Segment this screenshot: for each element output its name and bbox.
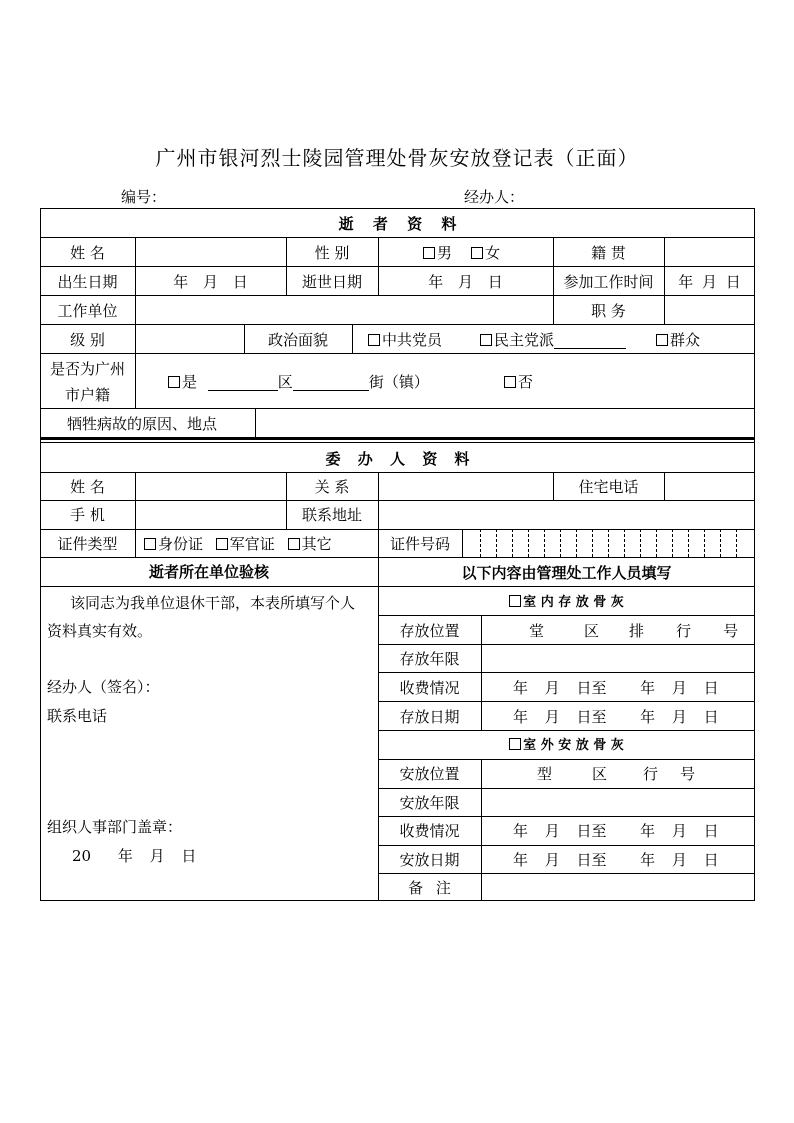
cpc-label: 中共党员	[382, 331, 443, 349]
street-label: 街（镇）	[368, 373, 429, 391]
unit-row: 排	[629, 622, 645, 640]
stamp-date-ymd: 年 月 日	[117, 847, 197, 865]
storage-position-label: 存放位置	[399, 622, 460, 640]
female-checkbox[interactable]	[471, 247, 483, 259]
id-number-label: 证件号码	[389, 535, 450, 553]
female-label: 女	[485, 244, 501, 262]
gender-label: 性 别	[314, 244, 350, 262]
democratic-blank[interactable]	[554, 348, 626, 349]
masses-option	[656, 331, 700, 349]
death-date-value: 年 月 日	[428, 273, 503, 291]
indoor-fee-to: 年 月 日	[640, 679, 719, 697]
verify-text-1: 该同志为我单位退休干部，本表所填写个人	[70, 594, 356, 612]
remark-label: 备 注	[408, 879, 451, 897]
masses-checkbox[interactable]	[656, 334, 668, 346]
gender-options	[423, 244, 500, 262]
storage-date-range	[513, 708, 719, 726]
handler-sign-label: 经办人（签名）：	[47, 678, 160, 696]
outdoor-fee-from: 年 月 日至	[513, 822, 607, 840]
stamp-year-prefix: 20	[72, 847, 92, 865]
indoor-title-text: 室 内 存 放 骨 灰	[523, 595, 624, 610]
place-years-label: 安放年限	[399, 794, 460, 812]
male-checkbox[interactable]	[423, 247, 435, 259]
street-blank[interactable]	[293, 390, 369, 391]
stamp-label: 组织人事部门盖章：	[47, 818, 183, 836]
hukou-label-1: 是否为广州	[49, 360, 125, 378]
cpc-checkbox[interactable]	[368, 334, 380, 346]
native-place-label: 籍 贯	[591, 244, 626, 262]
address-label: 联系地址	[301, 506, 362, 524]
work-start-value: 年 月 日	[678, 273, 741, 291]
hukou-yes-label: 是	[182, 373, 198, 391]
political-label: 政治面貌	[267, 331, 328, 349]
office-header: 以下内容由管理处工作人员填写	[461, 564, 672, 582]
unit-number-outdoor: 号	[680, 765, 696, 783]
hukou-label-2: 市户籍	[64, 386, 110, 404]
unit-area: 区	[584, 622, 600, 640]
unit-type: 型	[537, 765, 553, 783]
stamp-date	[72, 847, 196, 865]
number-label: 编号：	[121, 188, 167, 206]
hukou-no-label: 否	[518, 373, 534, 391]
outdoor-position-units	[537, 765, 695, 783]
storage-date-label: 存放日期	[399, 708, 460, 726]
agent-name-label: 姓 名	[70, 478, 105, 496]
outdoor-title	[378, 737, 755, 755]
storage-years-label: 存放年限	[399, 650, 460, 668]
unit-line: 行	[676, 622, 692, 640]
officer-card-label: 军官证	[229, 535, 275, 553]
unit-zone: 区	[592, 765, 608, 783]
outdoor-checkbox[interactable]	[509, 738, 521, 750]
handler-label: 经办人：	[464, 188, 525, 206]
outdoor-fee-range	[513, 822, 719, 840]
hukou-no-option	[504, 373, 533, 391]
officer-card-checkbox[interactable]	[216, 538, 228, 550]
verify-text-2: 资料真实有效。	[47, 622, 153, 640]
form-title: 广州市银河烈士陵园管理处骨灰安放登记表（正面）	[155, 146, 639, 170]
other-id-label: 其它	[301, 535, 332, 553]
id-card-checkbox[interactable]	[144, 538, 156, 550]
verify-header: 逝者所在单位验核	[148, 563, 269, 581]
hukou-yes-option	[168, 373, 429, 391]
indoor-fee-from: 年 月 日至	[513, 679, 607, 697]
home-phone-label: 住宅电话	[578, 478, 639, 496]
unit-number: 号	[723, 622, 739, 640]
level-label: 级 别	[70, 331, 105, 349]
death-date-label: 逝世日期	[301, 273, 362, 291]
indoor-position-units	[529, 622, 738, 640]
id-type-label: 证件类型	[57, 535, 118, 553]
storage-date-from: 年 月 日至	[513, 708, 607, 726]
birth-date-label: 出生日期	[57, 273, 118, 291]
democratic-label: 民主党派	[494, 331, 555, 349]
indoor-fee-range	[513, 679, 719, 697]
cpc-option	[368, 331, 442, 349]
deceased-name-label: 姓 名	[70, 244, 105, 262]
agent-section-title: 委 办 人 资 料	[325, 450, 470, 468]
birth-date-value: 年 月 日	[173, 273, 248, 291]
indoor-fee-label: 收费情况	[399, 679, 460, 697]
work-start-label: 参加工作时间	[563, 273, 654, 291]
mobile-label: 手 机	[70, 506, 105, 524]
democratic-checkbox[interactable]	[480, 334, 492, 346]
district-label: 区	[277, 373, 293, 391]
indoor-title	[378, 594, 755, 612]
democratic-option	[480, 331, 626, 349]
place-position-label: 安放位置	[399, 765, 460, 783]
unit-line-outdoor: 行	[643, 765, 659, 783]
hukou-yes-checkbox[interactable]	[168, 376, 180, 388]
outdoor-title-text: 室 外 安 放 骨 灰	[523, 738, 624, 753]
id-type-options	[144, 535, 332, 553]
place-date-to: 年 月 日	[640, 851, 719, 869]
deceased-section-title: 逝 者 资 料	[338, 215, 457, 233]
indoor-checkbox[interactable]	[509, 595, 521, 607]
cause-label: 牺牲病故的原因、地点	[67, 415, 218, 433]
district-blank[interactable]	[208, 390, 278, 391]
other-id-checkbox[interactable]	[288, 538, 300, 550]
position-label: 职 务	[591, 302, 626, 320]
unit-hall: 堂	[529, 622, 545, 640]
place-date-from: 年 月 日至	[513, 851, 607, 869]
male-label: 男	[437, 244, 453, 262]
relation-label: 关 系	[314, 478, 350, 496]
outdoor-fee-to: 年 月 日	[640, 822, 719, 840]
place-date-range	[513, 851, 719, 869]
place-date-label: 安放日期	[399, 851, 460, 869]
hukou-no-checkbox[interactable]	[504, 376, 516, 388]
masses-label: 群众	[670, 331, 701, 349]
contact-phone-label: 联系电话	[47, 707, 108, 725]
outdoor-fee-label: 收费情况	[399, 822, 460, 840]
employer-label: 工作单位	[57, 302, 118, 320]
id-card-label: 身份证	[158, 535, 204, 553]
storage-date-to: 年 月 日	[640, 708, 719, 726]
